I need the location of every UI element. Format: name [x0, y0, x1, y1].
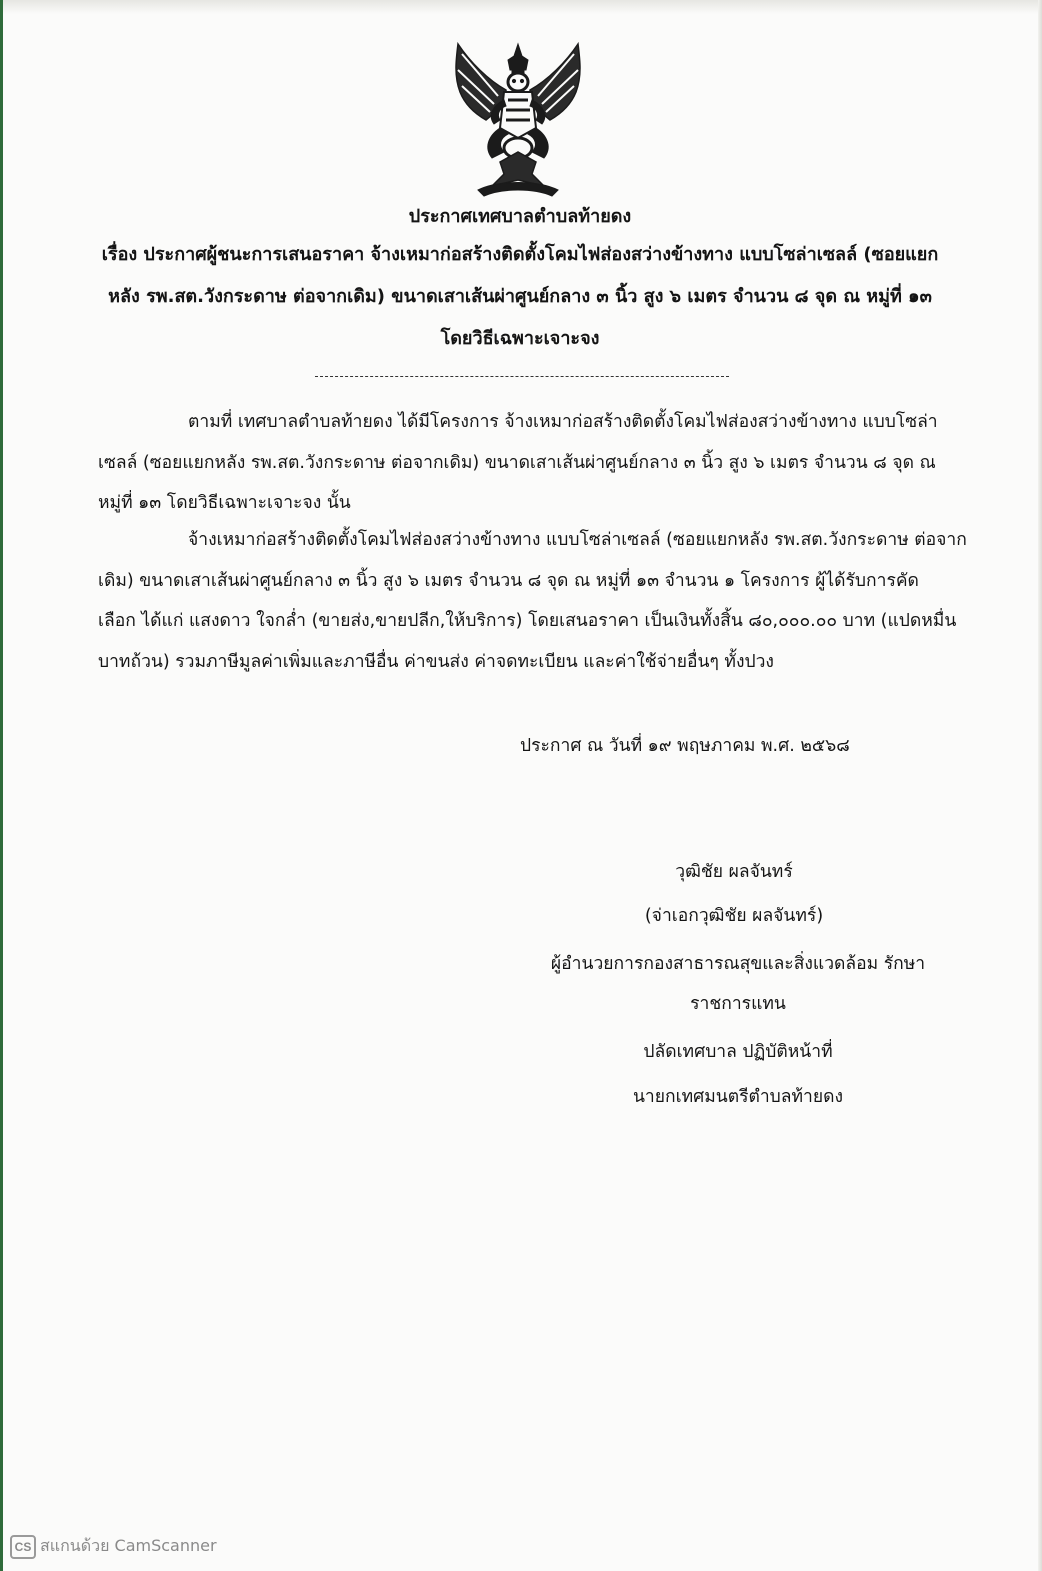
scan-edge-right [1038, 0, 1042, 1571]
signatory-name: วุฒิชัย ผลจันทร์ [675, 862, 793, 882]
signatory-position: ผู้อำนวยการกองสาธารณสุขและสิ่งแวดล้อม รักษา [550, 954, 926, 974]
signatory-full-name: (จ่าเอกวุฒิชัย ผลจันทร์) [644, 906, 824, 926]
subject-line: โดยวิธีเฉพาะเจาะจง [440, 328, 600, 349]
paragraph-line: จ้างเหมาก่อสร้างติดตั้งโคมไฟส่องสว่างข้างทาง แบบโซล่าเซลล์ (ซอยแยกหลัง รพ.สต.วังกระดาษ ต่อจาก [188, 530, 967, 550]
announcement-subject [90, 234, 950, 360]
camscanner-watermark [10, 1534, 217, 1559]
paragraph-line: เลือก ได้แก่ แสงดาว ใจกล่ำ (ขายส่ง,ขายปลีก,ให้บริการ) โดยเสนอราคา เป็นเงินทั้งสิ้น ๘๐,๐๐๐.๐๐ บาท (แปดหมื่น [98, 611, 957, 631]
paragraph-line: ตามที่ เทศบาลตำบลท้ายดง ได้มีโครงการ จ้างเหมาก่อสร้างติดตั้งโคมไฟส่องสว่างข้างทาง แบบโซล่า [188, 412, 938, 432]
signatory-position: นายกเทศมนตรีตำบลท้ายดง [632, 1087, 844, 1107]
signatory-position: ราชการแทน [690, 994, 786, 1014]
subject-line: เรื่อง ประกาศผู้ชนะการเสนอราคา จ้างเหมาก่อสร้างติดตั้งโคมไฟส่องสว่างข้างทาง แบบโซล่าเซลล์ (ซอยแยก [101, 244, 939, 265]
camscanner-logo-icon: CS [10, 1535, 36, 1559]
announcement-title: ประกาศเทศบาลตำบลท้ายดง [408, 206, 632, 227]
subject-line: หลัง รพ.สต.วังกระดาษ ต่อจากเดิม) ขนาดเสาเส้นผ่าศูนย์กลาง ๓ นิ้ว สูง ๖ เมตร จำนวน ๘ จุด ณ หมู่ที่ ๑๓ [108, 286, 932, 307]
signatory-position: ปลัดเทศบาล ปฏิบัติหน้าที่ [643, 1042, 833, 1062]
paragraph-line: บาทถ้วน) รวมภาษีมูลค่าเพิ่มและภาษีอื่น ค่าขนส่ง ค่าจดทะเบียน และค่าใช้จ่ายอื่นๆ ทั้งปวง [98, 651, 774, 672]
paragraph-line: เดิม) ขนาดเสาเส้นผ่าศูนย์กลาง ๓ นิ้ว สูง ๖ เมตร จำนวน ๘ จุด ณ หมู่ที่ ๑๓ จำนวน ๑ โครงการ ผู้ได้รับการคัด [98, 570, 919, 591]
garuda-emblem-icon [448, 40, 588, 198]
scan-edge-top [0, 0, 1042, 14]
scan-edge-left [0, 0, 3, 1571]
watermark-text: สแกนด้วย CamScanner [40, 1536, 217, 1555]
divider-line [315, 376, 729, 377]
paragraph-line: หมู่ที่ ๑๓ โดยวิธีเฉพาะเจาะจง นั้น [98, 493, 351, 513]
paragraph-line: เซลล์ (ซอยแยกหลัง รพ.สต.วังกระดาษ ต่อจากเดิม) ขนาดเสาเส้นผ่าศูนย์กลาง ๓ นิ้ว สูง ๖ เมตร จำนวน ๘ จุด ณ [98, 452, 936, 473]
announce-date: ประกาศ ณ วันที่ ๑๙ พฤษภาคม พ.ศ. ๒๕๖๘ [520, 736, 850, 756]
paragraph-award [98, 520, 967, 682]
paragraph-background [98, 402, 954, 524]
